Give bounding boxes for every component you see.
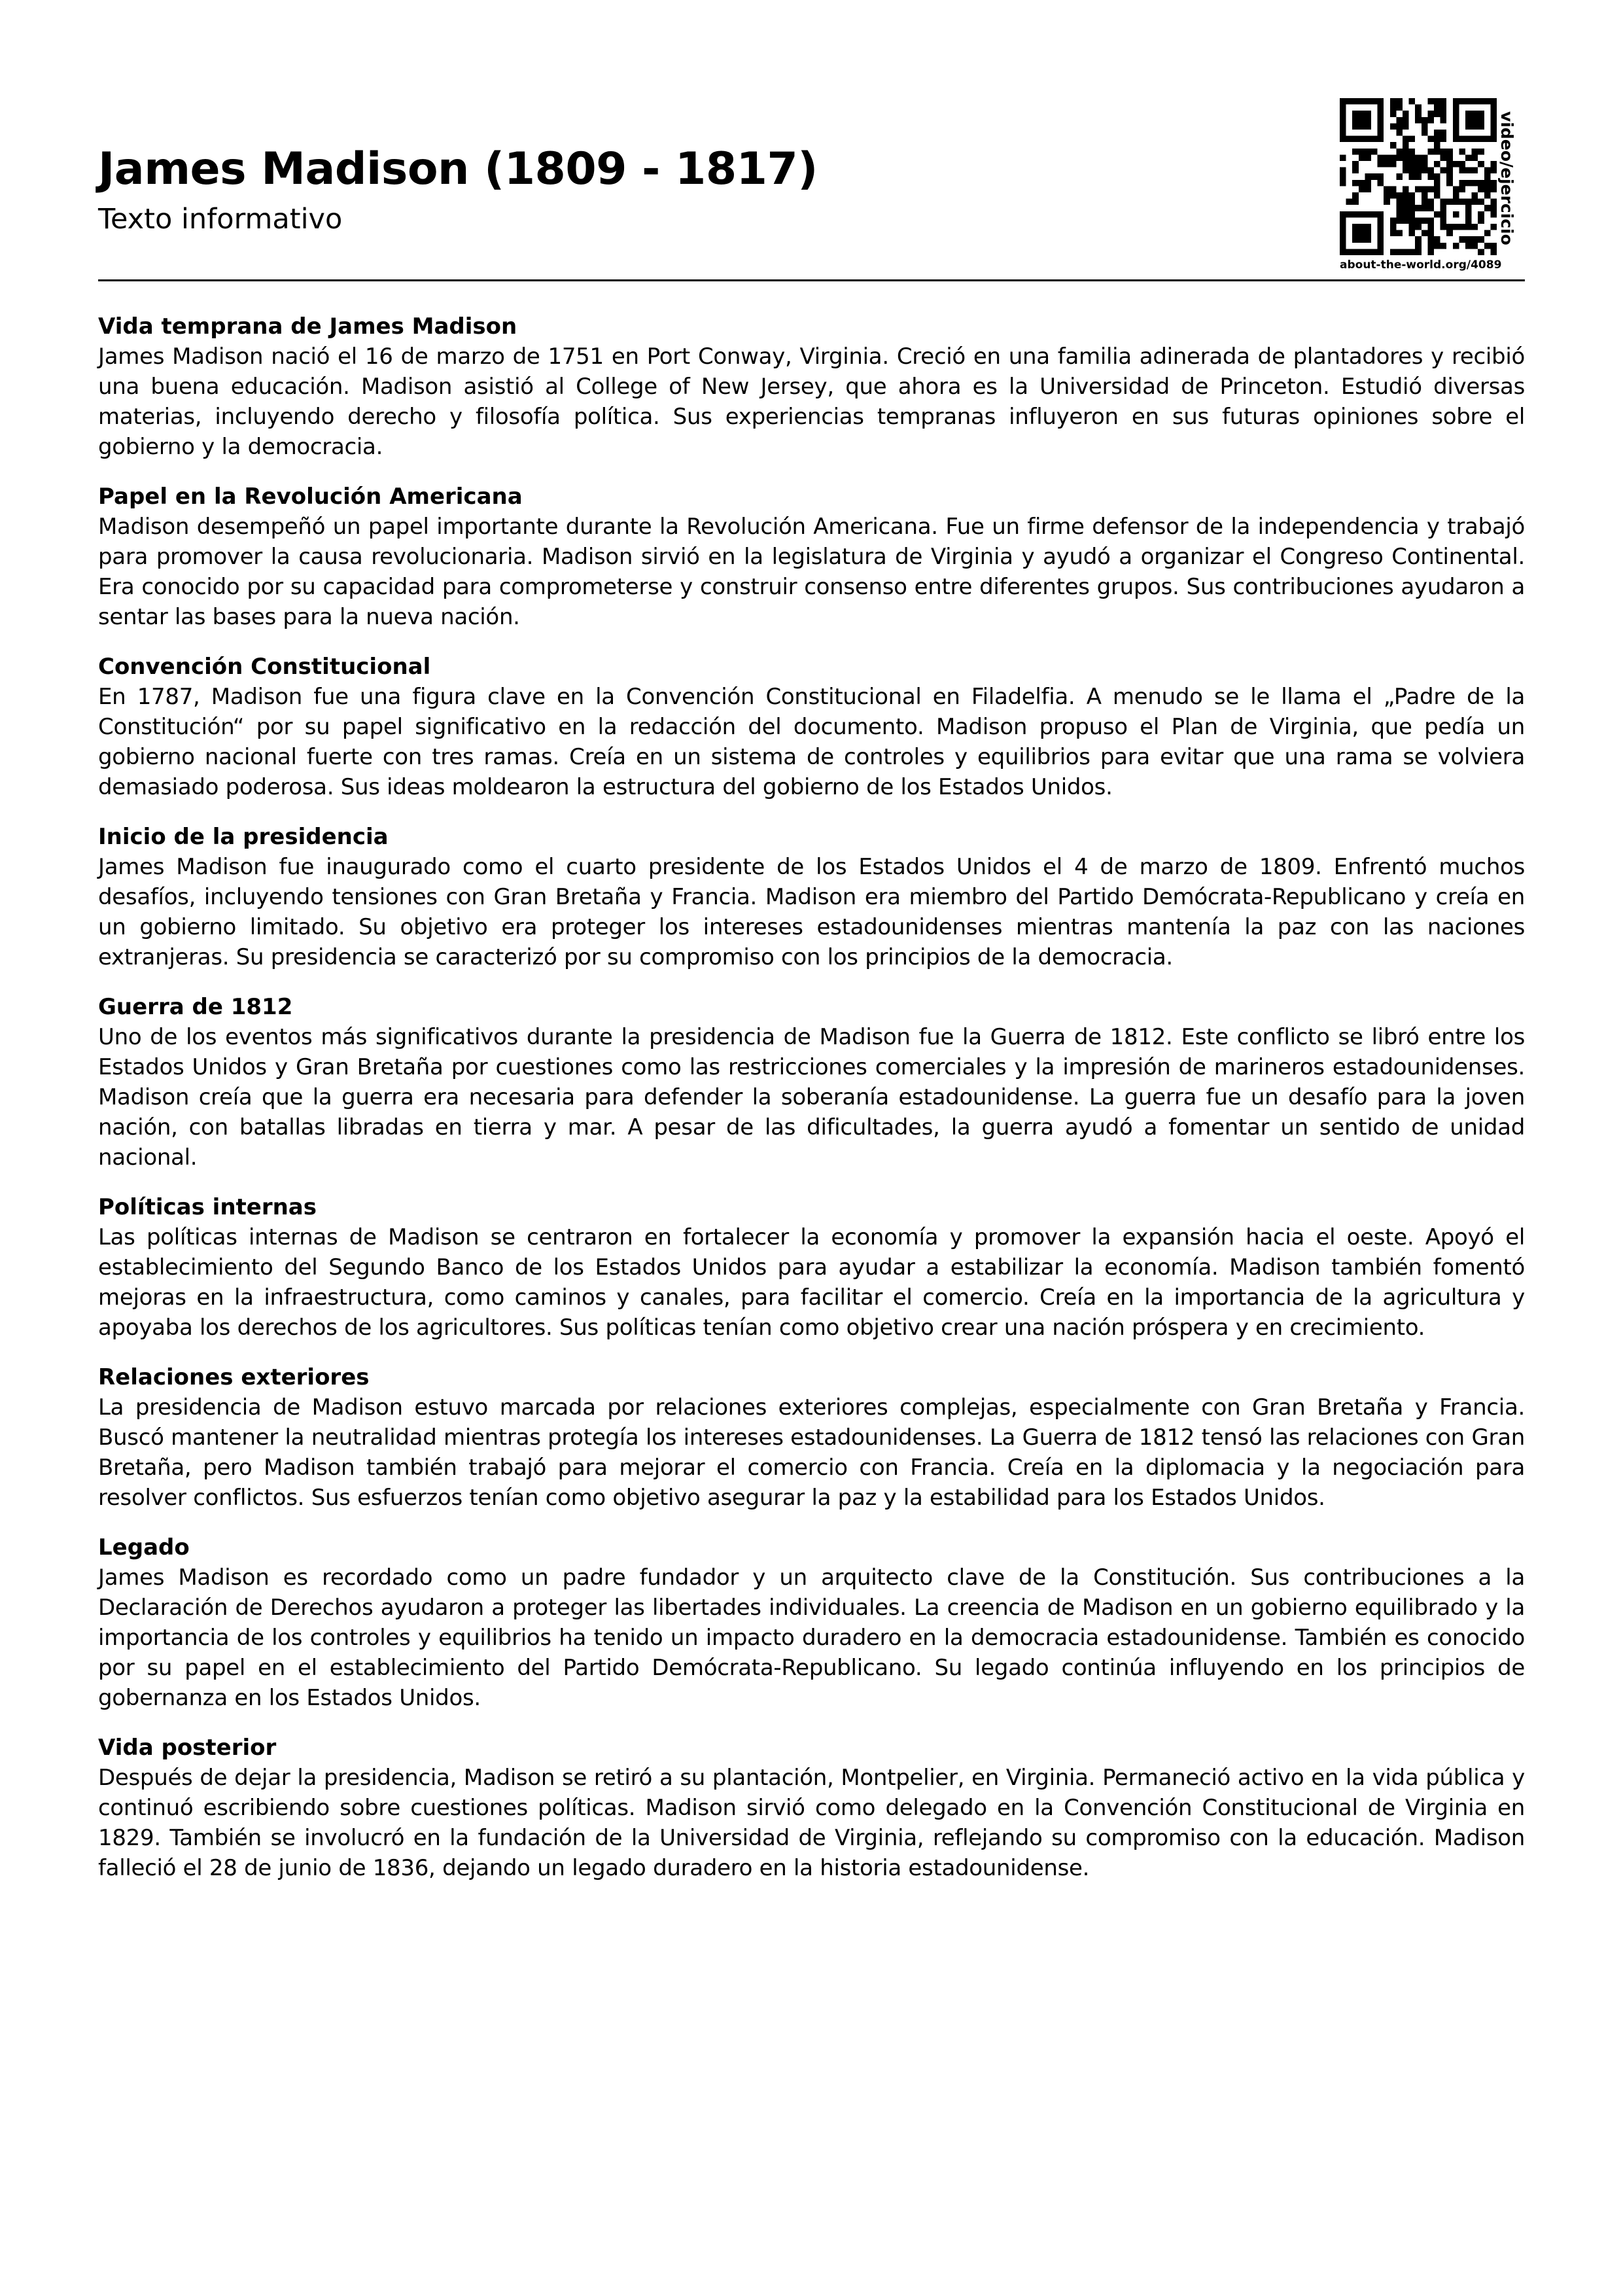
document-subtitle: Texto informativo bbox=[98, 203, 343, 236]
header-divider bbox=[98, 279, 1525, 281]
section-relaciones-exteriores bbox=[98, 1362, 1525, 1513]
document-body bbox=[98, 311, 1525, 1903]
section-guerra-1812 bbox=[98, 992, 1525, 1173]
section-paragraph: La presidencia de Madison estuvo marcada por relaciones exteriores complejas, especialmente con Gran Bretaña y Francia. Buscó mantener la neutralidad mientras protegía los intereses estadounidenses. La Guerra de 1812 tensó las relaciones con Gran Bretaña, pero Madison también trabajó para mejorar el comercio con Francia. Creía en la diplomacia y la negociación para resolver conflictos. Sus esfuerzos tenían como objetivo asegurar la paz y la estabilidad para los Estados Unidos. bbox=[98, 1394, 1525, 1511]
document-title: James Madison (1809 - 1817) bbox=[98, 143, 818, 195]
section-vida-posterior bbox=[98, 1733, 1525, 1883]
section-inicio-presidencia bbox=[98, 822, 1525, 972]
section-legado bbox=[98, 1532, 1525, 1713]
qr-code-block[interactable] bbox=[1340, 98, 1525, 281]
section-convencion-constitucional bbox=[98, 652, 1525, 802]
section-paragraph: James Madison es recordado como un padre fundador y un arquitecto clave de la Constitución. Sus contribuciones a la Declaración de Derechos ayudaron a proteger las libertades individuales. La creencia de Madison en un gobierno equilibrado y la importancia de los controles y equilibrios ha tenido un impacto duradero en la democracia estadounidense. También es conocido por su papel en el establecimiento del Partido Demócrata-Republicano. Su legado continúa influyendo en los principios de gobernanza en los Estados Unidos. bbox=[98, 1564, 1525, 1711]
document-header bbox=[98, 98, 1525, 281]
section-paragraph: Las políticas internas de Madison se centraron en fortalecer la economía y promover la expansión hacia el oeste. Apoyó el establecimiento del Segundo Banco de los Estados Unidos para ayudar a estabilizar la economía. Madison también fomentó mejoras en la infraestructura, como caminos y canales, para facilitar el comercio. Creía en la importancia de la agricultura y apoyaba los derechos de los agricultores. Sus políticas tenían como objetivo crear una nación próspera y en crecimiento. bbox=[98, 1224, 1525, 1341]
section-heading: Guerra de 1812 bbox=[98, 994, 293, 1020]
section-heading: Convención Constitucional bbox=[98, 654, 431, 680]
document-page bbox=[98, 0, 1525, 2296]
section-heading: Relaciones exteriores bbox=[98, 1364, 370, 1390]
section-heading: Vida temprana de James Madison bbox=[98, 313, 517, 340]
section-vida-temprana bbox=[98, 311, 1525, 462]
section-paragraph: Después de dejar la presidencia, Madison se retiró a su plantación, Montpelier, en Virginia. Permaneció activo en la vida pública y continuó escribiendo sobre cuestiones políticas. Madison sirvió como delegado en la Convención Constitucional de Virginia en 1829. También se involucró en la fundación de la Universidad de Virginia, reflejando su compromiso con la educación. Madison falleció el 28 de junio de 1836, dejando un legado duradero en la historia estadounidense. bbox=[98, 1765, 1525, 1881]
section-paragraph: En 1787, Madison fue una figura clave en la Convención Constitucional en Filadelfia. A menudo se le llama el „Padre de la Constitución“ por su papel significativo en la redacción del documento. Madison propuso el Plan de Virginia, que pedía un gobierno nacional fuerte con tres ramas. Creía en un sistema de controles y equilibrios para evitar que una rama se volviera demasiado poderosa. Sus ideas moldearon la estructura del gobierno de los Estados Unidos. bbox=[98, 684, 1525, 800]
qr-code-icon[interactable] bbox=[1340, 98, 1497, 255]
section-heading: Vida posterior bbox=[98, 1735, 277, 1761]
section-politicas-internas bbox=[98, 1192, 1525, 1343]
qr-url-text[interactable]: about-the-world.org/4089 bbox=[1340, 258, 1502, 272]
section-heading: Legado bbox=[98, 1534, 190, 1561]
section-paragraph: James Madison fue inaugurado como el cuarto presidente de los Estados Unidos el 4 de marzo de 1809. Enfrentó muchos desafíos, incluyendo tensiones con Gran Bretaña y Francia. Madison era miembro del Partido Demócrata-Republicano y creía en un gobierno limitado. Su objetivo era proteger los intereses estadounidenses mientras mantenía la paz con las naciones extranjeras. Su presidencia se caracterizó por su compromiso con los principios de la democracia. bbox=[98, 854, 1525, 970]
section-paragraph: Uno de los eventos más significativos durante la presidencia de Madison fue la Guerra de 1812. Este conflicto se libró entre los Estados Unidos y Gran Bretaña por cuestiones como las restricciones comerciales y la impresión de marineros estadounidenses. Madison creía que la guerra era necesaria para defender la soberanía estadounidense. La guerra fue un desafío para la joven nación, con batallas libradas en tierra y mar. A pesar de las dificultades, la guerra ayudó a fomentar un sentido de unidad nacional. bbox=[98, 1024, 1525, 1171]
section-paragraph: Madison desempeñó un papel importante durante la Revolución Americana. Fue un firme defensor de la independencia y trabajó para promover la causa revolucionaria. Madison sirvió en la legislatura de Virginia y ayudó a organizar el Congreso Continental. Era conocido por su capacidad para comprometerse y construir consenso entre diferentes grupos. Sus contribuciones ayudaron a sentar las bases para la nueva nación. bbox=[98, 514, 1525, 630]
qr-side-label: video/ejercicio bbox=[1497, 111, 1516, 245]
section-revolucion-americana bbox=[98, 482, 1525, 632]
section-paragraph: James Madison nació el 16 de marzo de 1751 en Port Conway, Virginia. Creció en una familia adinerada de plantadores y recibió una buena educación. Madison asistió al College of New Jersey, que ahora es la Universidad de Princeton. Estudió diversas materias, incluyendo derecho y filosofía política. Sus experiencias tempranas influyeron en sus futuras opiniones sobre el gobierno y la democracia. bbox=[98, 344, 1525, 460]
section-heading: Políticas internas bbox=[98, 1194, 317, 1220]
section-heading: Papel en la Revolución Americana bbox=[98, 484, 523, 510]
section-heading: Inicio de la presidencia bbox=[98, 824, 389, 850]
